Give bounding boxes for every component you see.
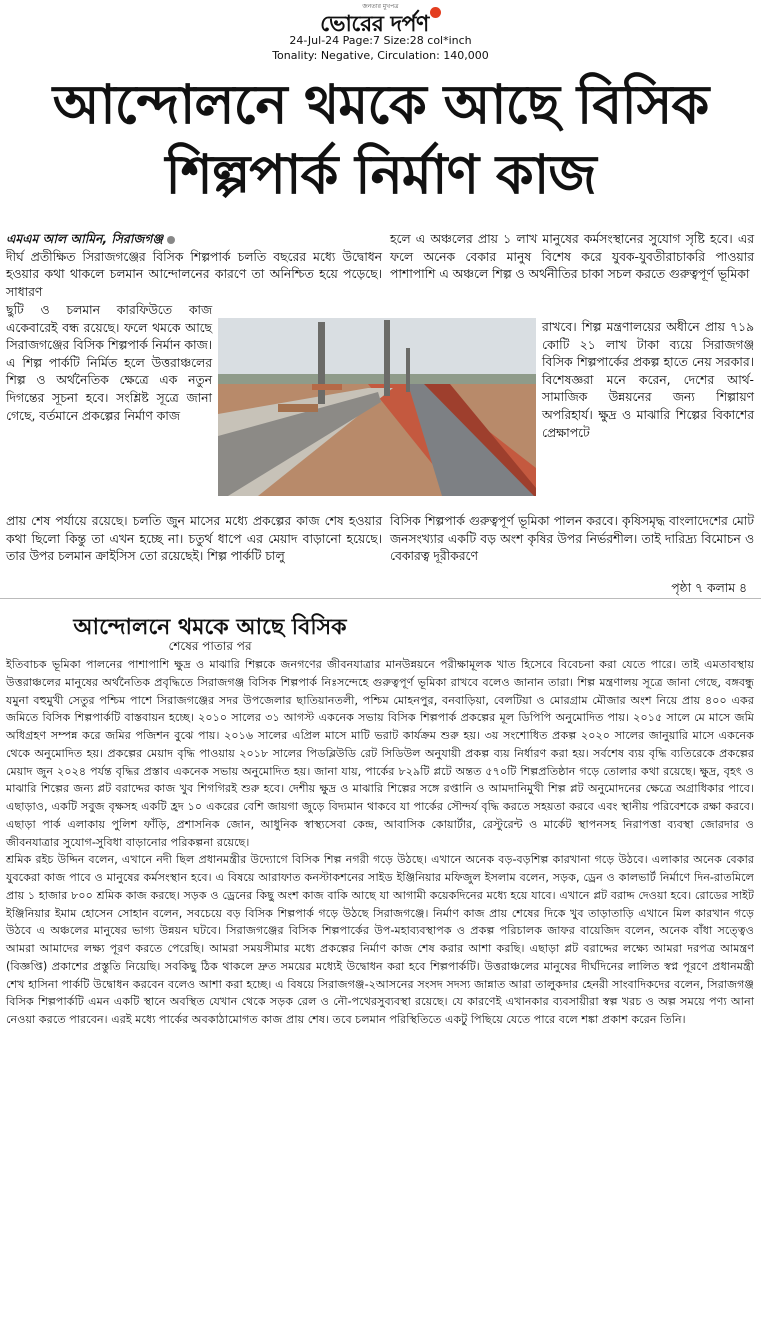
story-lead xyxy=(6,231,382,301)
byline-text: এমএম আল আমিন, সিরাজগঞ্জ xyxy=(6,232,163,246)
masthead xyxy=(0,0,761,66)
headline-line-2: শিল্পপার্ক নির্মাণ কাজ xyxy=(165,143,596,206)
headline-line-1: আন্দোলনে থমকে আছে বিসিক xyxy=(52,73,709,136)
clipping-meta-date-page: 24-Jul-24 Page:7 Size:28 col*inch xyxy=(289,34,472,47)
continuation-paragraph-1: ইতিবাচক ভূমিকা পালনের পাশাপাশি ক্ষুদ্র ও মাঝারি শিল্পকে জনগণের জীবনযাত্রার মানউন্নয়নে পরীক্ষামূলক খাত হিসেবে বিবেচনা করা যেতে পারে। তাই এমতাবস্থায় উত্তরাঞ্চলের মানুষের অর্থনৈতিক প্রবৃদ্ধিতে সিরাজগঞ্জ বিসিক শিল্পপার্ক নিঃসন্দেহে গুরুত্বপূর্ণ ভূমিকা রাখবে বলেও জানান তারা। শিল্প মন্ত্রণালয় সূত্রে জানা গেছে, বঙ্গবন্ধু যমুনা বহুমুখী সেতুর পশ্চিম পাশে সিরাজগঞ্জের সদর উপজেলার ছাতিয়ানতলী, পশ্চিম মোহনপুর, বনবাড়িয়া, বেলটিয়া ও মোরগ্রাম মৌজার অংশ নিয়ে প্রায় ৪০০ একর জমিতে বিসিক শিল্পপার্কটি বাস্তবায়ন হচ্ছে। ২০১০ সালের ৩১ আগস্ট একনেক সভায় বিসিক শিল্পপার্ক প্রকল্পের মূল ডিপিপি অনুমোদিত পায়। ২০১৫ সালে মে মাসে জমি অধিগ্রহণ সম্পন্ন করে জমির পজিশন বুঝে পায়। ২০১৬ সালের এপ্রিল মাসে মাটি ভরাট কার্যক্রম শুরু হয়। ৩য় সংশোধিত প্রকল্প ২০২০ সালের জানুয়ারি মাসে একনেক থেকে অনুমোদিত হয়। প্রকল্পের মেয়াদ বৃদ্ধি পাওয়ায় ২০১৮ সালের পিডব্লিউডি রেট সিডিউল অনুযায়ী প্রকল্প ব্যয় নির্ধারণ করা হয়। সর্বশেষ ব্যয় বৃদ্ধি ব্যতিরেকে প্রকল্পের মেয়াদ জুন ২০২৪ পর্যন্ত বৃদ্ধির প্রস্তাব একনেক সভায় অনুমোদিত হয়। জানা যায়, পার্কের ৮২৯টি প্লটে অন্তত ৫৭০টি শিল্পপ্রতিষ্ঠান গড়ে তোলার কথা রয়েছে। ক্ষুদ্র, বৃহৎ ও মাঝারি শিল্পের জন্য প্লট বরাদ্দের কাজ খুব শিগগিরই শুরু হবে। দেশীয় ক্ষুদ্র ও মাঝারি শিল্পের সঙ্গে রপ্তানি ও আমদানিমুখী শিল্প প্লট অনুমোদনের ক্ষেত্রে অগ্রাধিকার পাবে। এছাড়াও, একটি সবুজ বৃক্ষসহ একটি হ্রদ ১০ একরের বেশি জায়গা জুড়ে বিদ্যমান থাকবে যা পার্কের সৌন্দর্য বৃদ্ধি করতে সহয়তা করবে এবং স্থানীয় পরিবেশকে রক্ষা করবে। এছাড়া পার্ক এলাকায় পুলিশ ফাঁড়ি, প্রশাসনিক জোন, আধুনিক স্বাস্থ্যসেবা কেন্দ্র, আবাসিক কোয়ার্টার, রেস্টুরেন্ট ও মার্কেট স্থাপনসহ নিরাপত্তা ব্যবস্থা জোরদার ও জীবনযাত্রার সুযোগ-সুবিধা বাড়ানোর পরিকল্পনা রয়েছে। xyxy=(6,658,754,849)
story-right-top-text: হলে এ অঞ্চলের প্রায় ১ লাখ মানুষের কর্মসংস্থানের সুযোগ সৃষ্টি হবে। এর ফলে অনেক বেকার মানুষ বিশেষ করে যুবক-যুবতীরাচাকরি পাওয়ার পাশাপাশি এ অঞ্চলে শিল্প ও অর্থনীতির চাকা সচল করতে গুরুত্বপূর্ণ ভূমিকা xyxy=(390,232,754,282)
photo-illustration xyxy=(218,318,536,496)
story-left-text: ছুটি ও চলমান কারফিউতে কাজ একেবারেই বন্ধ রয়েছে। ফলে থমকে আছে সিরাজগঞ্জের বিসিক শিল্পপার্ক নির্মান কাজ। এ শিল্প পার্কটি নির্মিত হলে উত্তরাঞ্চলের শিল্প ও অর্থনৈতিক ক্ষেত্রে এক নতুন দিগন্তের সূচনা হবে। সংশ্লিষ্ট সূত্রে জানা গেছে, বর্তমানে প্রকল্পের নির্মাণ কাজ xyxy=(6,303,212,423)
bullet-icon xyxy=(167,236,175,244)
sun-icon xyxy=(430,7,441,18)
masthead-tagline: জনতার মুখপত্র xyxy=(362,3,399,10)
story-right-top xyxy=(390,231,754,284)
story-bottom-right xyxy=(390,513,754,566)
clipping-meta-tonality: Tonality: Negative, Circulation: 140,000 xyxy=(272,49,489,62)
story-right-bottom-text: বিসিক শিল্পপার্ক গুরুত্বপূর্ণ ভূমিকা পালন করবে। কৃষিসমৃদ্ধ বাংলাদেশের মোট জনসংখ্যার একটি বড় অংশ কৃষির উপর নির্ভরশীল। তাই দারিদ্র্য বিমোচন ও বেকারত্ব দূরীকরণে xyxy=(390,514,754,564)
continuation-heading: আন্দোলনে থমকে আছে বিসিক xyxy=(73,615,347,640)
continuation-paragraph-2: শ্রমিক রইচ উদ্দিন বলেন, এখানে নদী ছিল প্রধানমন্ত্রীর উদ্যোগে বিসিক শিল্প নগরী গড়ে উঠছে। এখানে অনেক বড়-বড়শিল্প কারখানা গড়ে উঠবে। এলাকার অনেক বেকার যুবকেরা কাজ পাবে ও মানুষের কর্মসংস্থান হবে। এ বিষয়ে আরাফাত কনস্টাকশনের সাইড ইঞ্জিনিয়ার মফিজুল ইসলাম বলেন, সড়ক, ড্রেন ও কালভার্ট নির্মাণে দিন-রাতমিলে প্রায় ১ হাজার ৮০০ শ্রমিক কাজ করছে। সড়ক ও ড্রেনের কিছু অংশ কাজ বাকি আছে যা আগামী কয়েকদিনের মধ্যে হয়ে যাবে। এখানে প্লট বরাদ্দ দেওয়া হবে। রোডের সাইট ইঞ্জিনিয়ার ইমাম হোসেন সোহান বলেন, সবচেয়ে বড় বিসিক শিল্পপার্ক গড়ে উঠছে সিরাজগঞ্জে। নির্মাণ কাজ প্রায় শেষের দিকে খুব তাড়াতাড়ি এখানে মিল কারখান গড়ে উঠবে এ অঞ্চলের মানুষের ভাগ্য উন্নয়ন ঘটবে। সিরাজগঞ্জের বিসিক শিল্পপার্কের উপ-মহাব্যবস্থাপক ও প্রকল্প পরিচালক জাফর বায়েজিদ বলেন, অনেক বাঁধা সত্ত্বেও আমরা আমাদের লক্ষ্য পূরণ করতে পেরেছি। আমরা সময়সীমার মধ্যে প্রকল্পের নির্মাণ কাজ শেষ করার আশা করছি। এছাড়া প্লট বরাদ্দের লক্ষ্যে আমরা দরপত্র আমন্ত্রণ (বিজ্ঞপ্তি) প্রকাশের প্রস্তুতি নিয়েছি। সবকিছু ঠিক থাকলে দ্রুত সময়ের মধ্যেই উদ্বোধন করা হবে শিল্পপার্কটি। উত্তরাঞ্চলের মানুষের দীর্ঘদিনের লালিত স্বপ্ন পূরণে প্রধানমন্ত্রী শেখ হাসিনা পার্কটি উদ্বোধন করবেন বলেও আশা করা হচ্ছে। এ বিষয়ে সিরাজগঞ্জ-২আসনের সংসদ সদস্য জান্নাত আরা তালুকদার হেনরী সাংবাদিকদের বলেন, সিরাজগঞ্জ বিসিক শিল্পপার্কটি এমন একটি স্থানে অবস্থিত যেখান থেকে সড়ক রেল ও নৌ-পথেরসুব্যবস্থা রয়েছে। যে কারণেই এখানকার ব্যবসায়ীরা স্বল্প খরচ ও অল্প সময়ে পণ্য আনা নেওয়া করতে পারবেন। এরই মধ্যে পার্কের অবকাঠামোগত কাজ প্রায় শেষ। তবে চলমান পরিস্থিতিতে একটু পিছিয়ে যেতে পারে বলে শঙ্কা প্রকাশ করেন তিনি। xyxy=(6,853,754,1026)
story-bottom-text: প্রায় শেষ পর্যায়ে রয়েছে। চলতি জুন মাসের মধ্যে প্রকল্পের কাজ শেষ হওয়ার কথা ছিলো কিন্তু তা এখন হচ্ছে না। চতুর্থ ধাপে এর মেয়াদ বাড়ানো হয়েছে। তার উপর চলমান ক্রাইসিস তো রয়েছেই। শিল্প পার্কটি চালু xyxy=(6,514,382,564)
story-top-text: দীর্ঘ প্রতীক্ষিত সিরাজগঞ্জের বিসিক শিল্পপার্ক চলতি বছরের মধ্যে উদ্বোধন হওয়ার কথা থাকলে চলমান আন্দোলনের কারণে তা অনিশ্চিত হয়ে পড়েছে। সাধারণ xyxy=(6,249,382,299)
construction-site-photo xyxy=(218,318,536,496)
story-right-text: রাখবে। শিল্প মন্ত্রণালয়ের অধীনে প্রায় ৭১৯ কোটি ২১ লাখ টাকা ব্যয়ে সিরাজগঞ্জ বিসিক শিল্পপার্কের প্রকল্প হাতে নেয় সরকার। বিশেষজ্ঞরা মনে করেন, দেশের আর্থ-সামাজিক উন্নয়নের জন্য শিল্পায়ণ অপরিহার্য। ক্ষুদ্র ও মাঝারি শিল্পের বিকাশের প্রেক্ষাপটে xyxy=(542,320,754,440)
continuation-subheading: শেষের পাতার পর xyxy=(168,639,252,653)
continued-on-page: পৃষ্ঠা ৭ কলাম ৪ xyxy=(671,581,747,595)
story-left-column xyxy=(6,302,212,425)
story-right-column xyxy=(542,319,754,442)
newspaper-name: ভোরের দর্পণ xyxy=(320,12,429,37)
byline xyxy=(6,231,382,249)
story-bottom-left xyxy=(6,513,382,566)
section-divider xyxy=(0,598,761,599)
continuation-body xyxy=(6,656,754,1029)
